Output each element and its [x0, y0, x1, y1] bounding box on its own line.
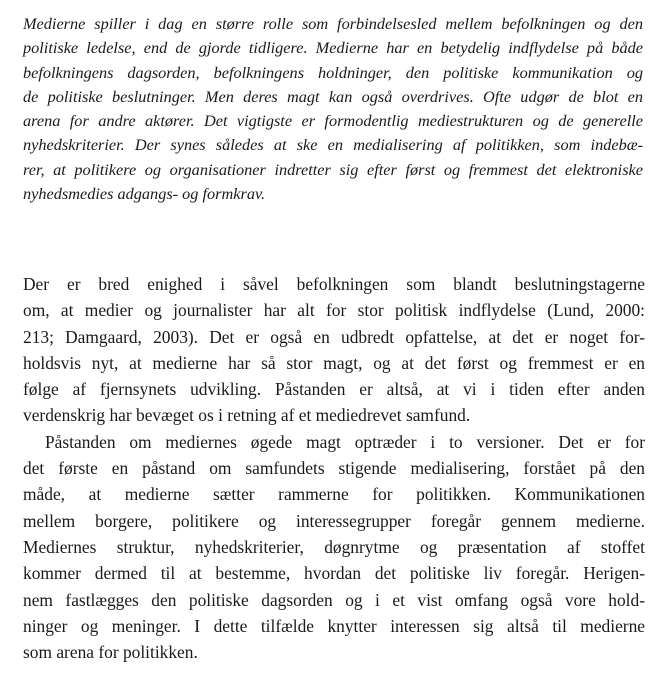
abstract-line: befolkningens dagsorden, befolkningens holdninger, den politiske kommunikation og [23, 62, 643, 82]
abstract-line: de politiske beslutninger. Men deres magt kan også overdrives. Ofte udgør de blot en [23, 86, 643, 106]
abstract-line: rer, at politikere og organisationer indretter sig efter først og fremmest det elektroniske [23, 159, 643, 179]
body-line: om, at medier og journalister har alt for stor politisk indflydelse (Lund, 2000: [23, 300, 645, 321]
body-text [23, 271, 645, 665]
body-line: Mediernes struktur, nyhedskriterier, døgnrytme og præsentation af stoffet [23, 536, 645, 557]
body-line: 213; Damgaard, 2003). Det er også en udbredt opfattelse, at det er noget for- [23, 326, 645, 347]
body-line: ninger og meninger. I dette tilfælde knytter interessen sig altså til medierne [23, 615, 645, 636]
body-line: det første en påstand om samfundets stigende medialisering, forstået på den [23, 458, 645, 479]
body-line: Påstanden om mediernes øgede magt optræder i to versioner. Det er for [45, 431, 645, 452]
body-line: verdenskrig har bevæget os i retning af et mediedrevet samfund. [23, 405, 471, 426]
body-line: holdsvis nyt, at medierne har så stor magt, og at det først og fremmest er en [23, 352, 645, 373]
body-line: følge af fjernsynets udvikling. Påstanden er altså, at vi i tiden efter anden [23, 379, 645, 400]
abstract-line: politiske ledelse, end de gjorde tidligere. Medierne har en betydelig indflydelse på både [23, 38, 643, 58]
abstract-line: nyhedskriterier. Der synes således at ske en medialisering af politikken, som indebæ- [23, 135, 643, 155]
body-line: mellem borgere, politikere og interessegrupper foregår gennem medierne. [23, 510, 645, 531]
body-paragraph-2 [23, 429, 645, 666]
body-line: nem fastlægges den politiske dagsorden og i et vist omfang også vore hold- [23, 589, 645, 610]
body-line: kommer dermed til at bestemme, hvordan det politiske liv foregår. Herigen- [23, 563, 645, 584]
abstract-line: nyhedsmedies adgangs- og formkrav. [23, 184, 266, 204]
body-paragraph-1 [23, 271, 645, 429]
body-line: måde, at medierne sætter rammerne for politikken. Kommunikationen [23, 484, 645, 505]
body-line: Der er bred enighed i såvel befolkningen som blandt beslutningstagerne [23, 274, 645, 294]
body-line: som arena for politikken. [23, 642, 198, 663]
abstract-line: arena for andre aktører. Det vigtigste er formodentlig mediestrukturen og de generelle [23, 111, 643, 131]
abstract-line: Medierne spiller i dag en større rolle som forbindelsesled mellem befolkningen og den [23, 14, 643, 33]
abstract-paragraph [23, 12, 643, 206]
